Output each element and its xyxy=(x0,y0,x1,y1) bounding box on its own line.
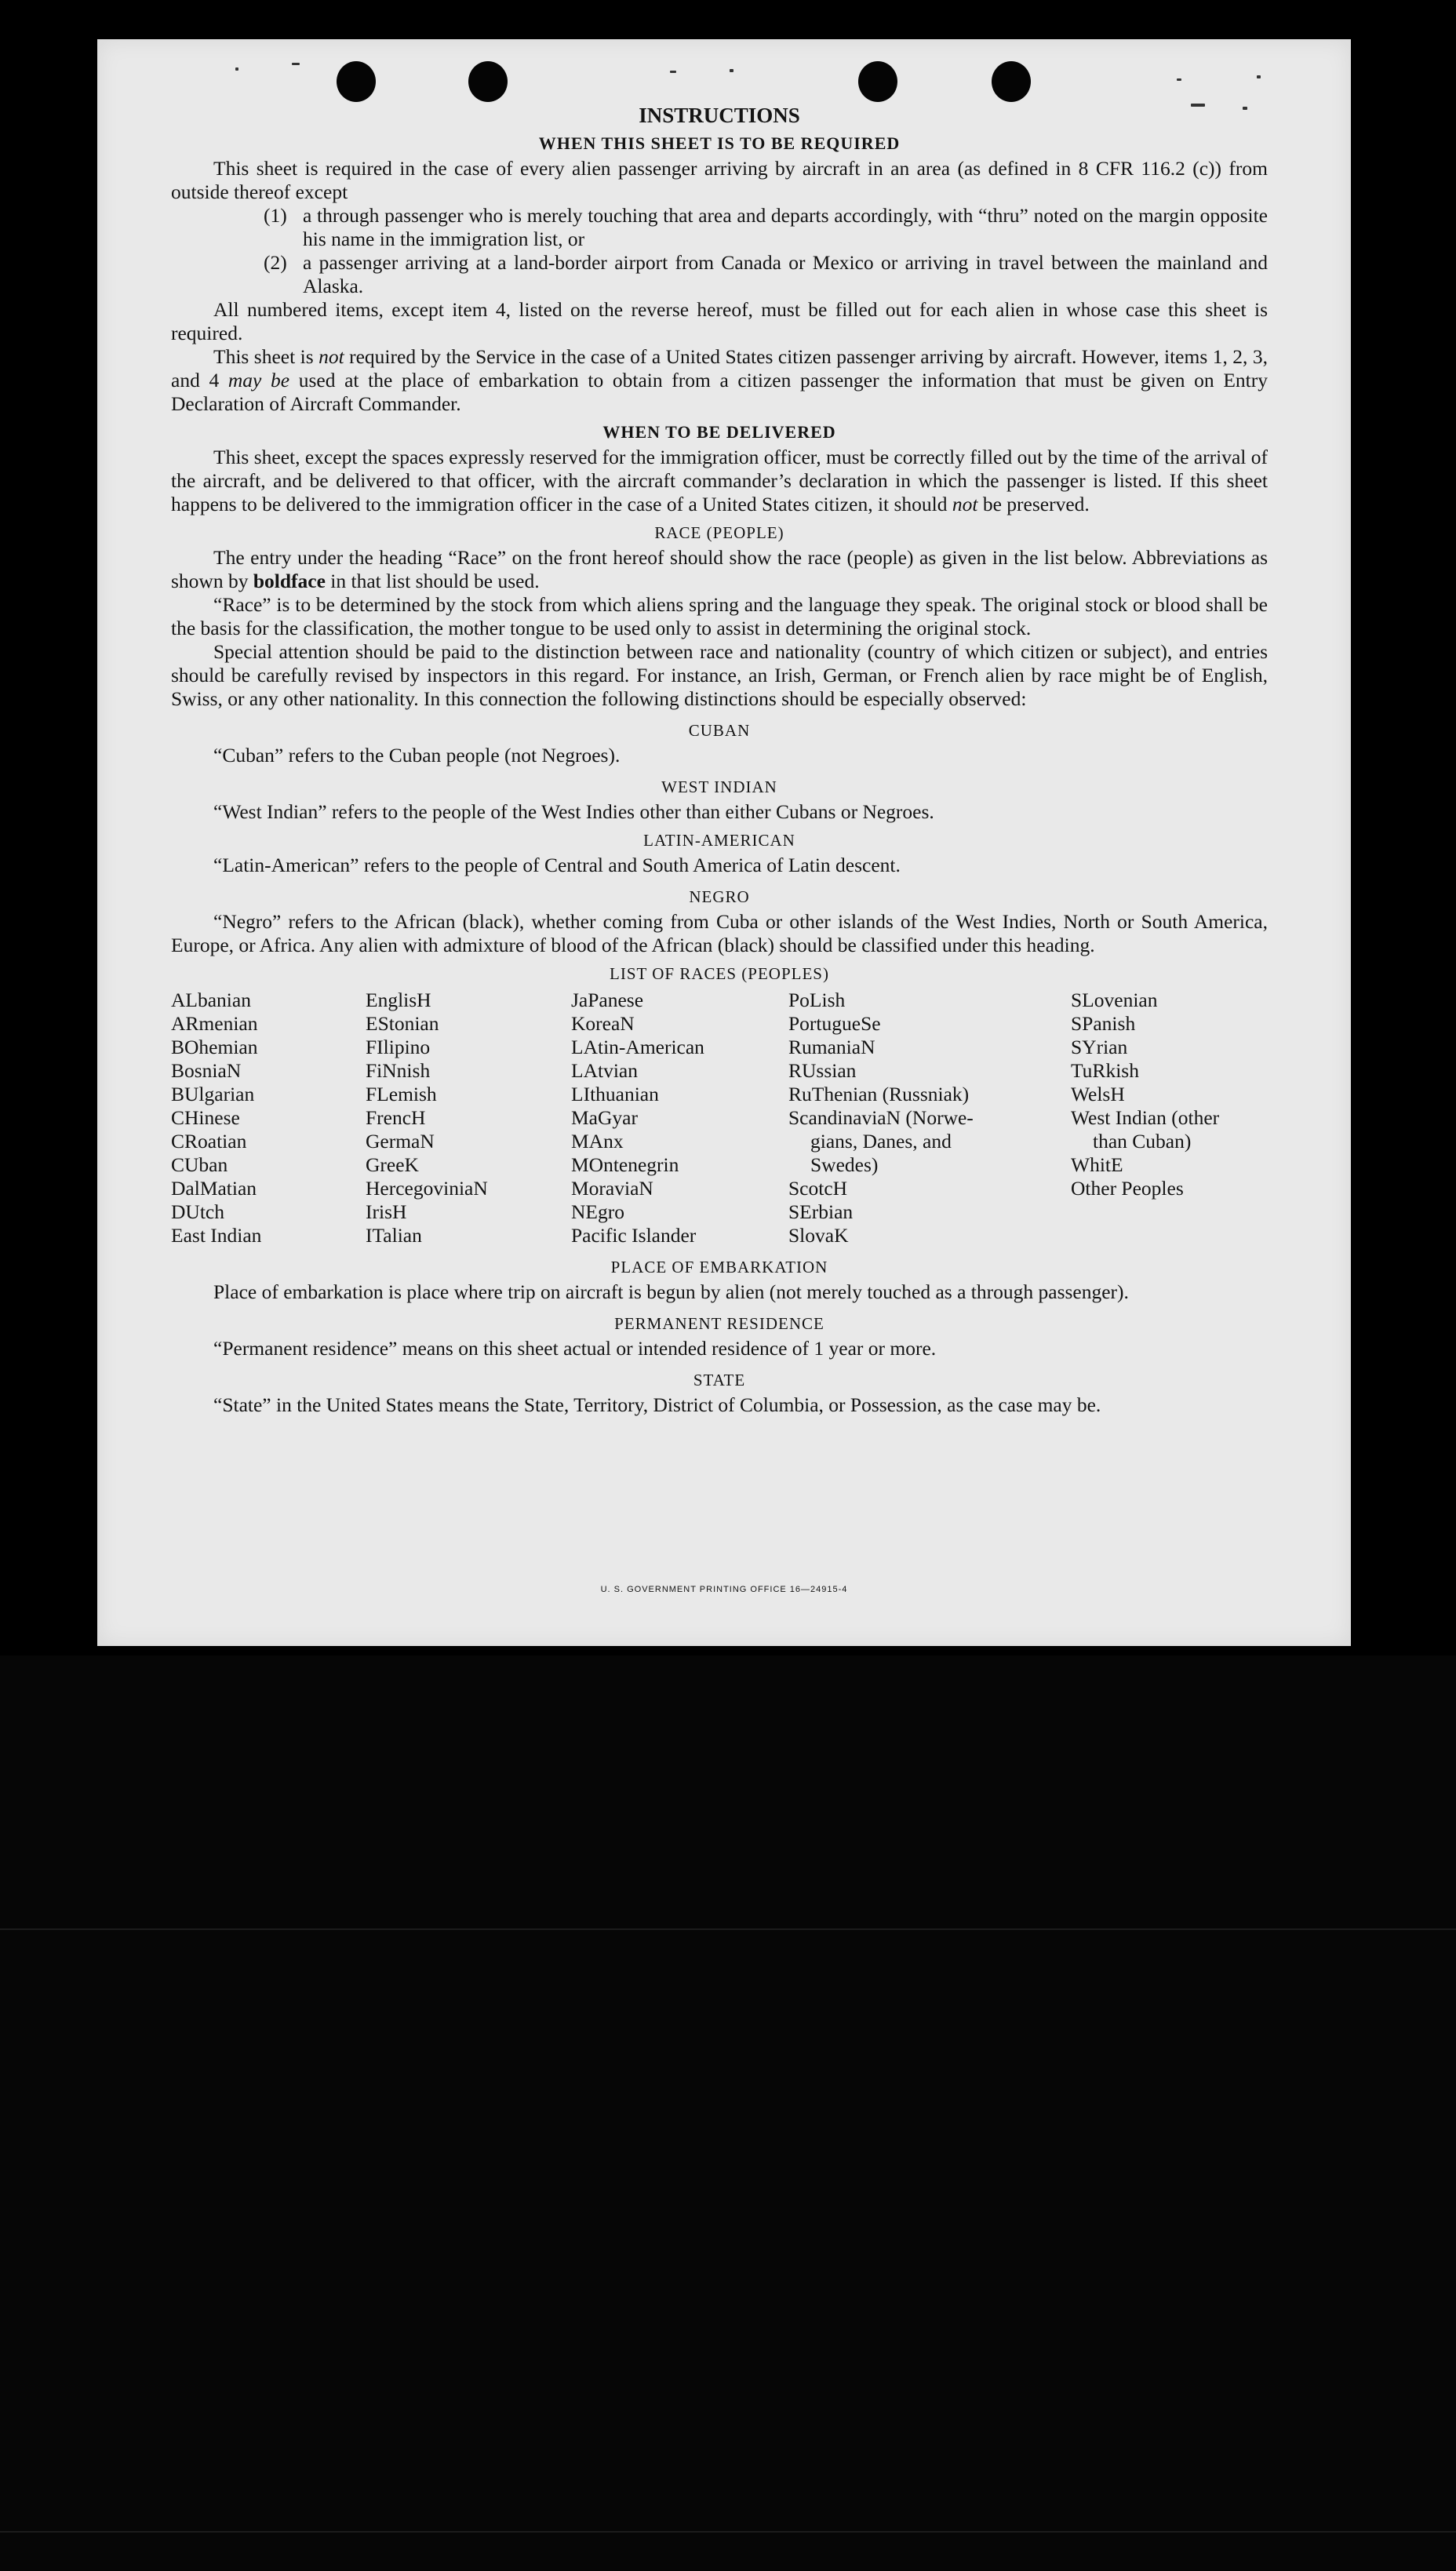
embarkation-text: Place of embarkation is place where trip on aircraft is begun by alien (not merely touched as a through passenger). xyxy=(213,1280,1129,1303)
race-entry: MaGyar xyxy=(571,1106,638,1129)
race-entry: CHinese xyxy=(171,1106,240,1129)
race-entry: SYrian xyxy=(1071,1036,1128,1058)
section-heading-cuban: CUBAN xyxy=(688,721,751,740)
race-entry: MOntenegrin xyxy=(571,1153,679,1176)
race-entry: DUtch xyxy=(171,1200,224,1223)
item-number: (2) xyxy=(264,251,287,274)
race-entry: SErbian xyxy=(788,1200,854,1223)
race-paragraph-3: Special attention should be paid to the distinction between race and nationality (country of which citizen or subject), and entries should be carefully revised by inspectors in this regard. For instance, an Irish, German, or French alien by race might be of English, Swiss, or any other nationality. In this connection the following distinctions should be especially observed: xyxy=(171,640,1268,710)
residence-text: “Permanent residence” means on this sheet actual or intended residence of 1 year or more. xyxy=(213,1337,937,1360)
section-heading-latin-american: LATIN-AMERICAN xyxy=(643,831,795,850)
page-title: INSTRUCTIONS xyxy=(639,104,800,127)
section-heading-race: RACE (PEOPLE) xyxy=(654,523,784,542)
race-entry: RuThenian (Russniak) xyxy=(788,1083,970,1105)
race-column-1 xyxy=(171,989,366,1247)
instructions-content xyxy=(171,104,1268,1417)
item-text: a through passenger who is merely touching that area and departs accordingly, with “thru” noted on the margin opposite his name in the immigration list, or xyxy=(303,204,1268,250)
required-intro: This sheet is required in the case of every alien passenger arriving by aircraft in an area (as defined in 8 CFR 116.2 (c)) from outside thereof except xyxy=(171,157,1268,203)
race-entry: MoraviaN xyxy=(571,1177,653,1200)
scan-speck xyxy=(1257,75,1261,78)
scan-background xyxy=(0,1655,1456,2571)
race-entry: BosniaN xyxy=(171,1059,242,1082)
race-entry: HercegoviniaN xyxy=(366,1177,488,1200)
race-paragraph-1: The entry under the heading “Race” on the front hereof should show the race (people) as given in the list below. Abbreviations as shown by boldface in that list should be used. xyxy=(171,546,1268,592)
race-entry: West Indian (other xyxy=(1071,1106,1220,1129)
item-number: (1) xyxy=(264,204,287,227)
west-indian-text: “West Indian” refers to the people of the West Indies other than either Cubans or Negroes. xyxy=(213,800,934,823)
scan-speck xyxy=(670,71,676,73)
race-entry: LAtvian xyxy=(571,1059,638,1082)
race-entry: FiNnish xyxy=(366,1059,431,1082)
race-paragraph-2: “Race” is to be determined by the stock from which aliens spring and the language they speak. The original stock or blood shall be the basis for the classification, the mother tongue to be used only to assist in determining the original stock. xyxy=(171,593,1268,639)
item-text: a passenger arriving at a land-border airport from Canada or Mexico or arriving in travel between the mainland and Alaska. xyxy=(303,251,1268,297)
race-entry: RumaniaN xyxy=(788,1036,875,1058)
scan-speck xyxy=(730,69,733,72)
race-entry: PoLish xyxy=(788,989,846,1011)
race-entry: SlovaK xyxy=(788,1224,849,1247)
scan-artifact-line xyxy=(0,2531,1456,2533)
section-heading-race-list: LIST OF RACES (PEOPLES) xyxy=(610,964,829,983)
scan-speck xyxy=(292,63,300,65)
citizen-note: This sheet is not required by the Service in the case of a United States citizen passenger arriving by aircraft. However, items 1, 2, 3, and 4 may be used at the place of embarkation to obtain from a citizen passenger the information that must be given on Entry Declaration of Aircraft Commander. xyxy=(171,345,1268,415)
section-heading-west-indian: WEST INDIAN xyxy=(661,777,777,796)
race-entry-continued: gians, Danes, and xyxy=(810,1130,952,1153)
scan-speck xyxy=(1177,78,1181,81)
race-entry: Other Peoples xyxy=(1071,1177,1184,1200)
race-entry: LAtin-American xyxy=(571,1036,704,1058)
race-entry-continued: Swedes) xyxy=(810,1153,879,1176)
race-entry: KoreaN xyxy=(571,1012,635,1035)
race-entry: PortugueSe xyxy=(788,1012,881,1035)
race-entry: MAnx xyxy=(571,1130,624,1153)
punch-hole xyxy=(337,61,376,102)
race-entry: JaPanese xyxy=(571,989,644,1011)
race-column-4 xyxy=(788,989,1071,1247)
race-list xyxy=(171,989,1268,1247)
race-column-5 xyxy=(1071,989,1268,1247)
printing-office-footer: U. S. GOVERNMENT PRINTING OFFICE 16—24915-4 xyxy=(600,1585,848,1594)
punch-hole xyxy=(468,61,508,102)
race-entry-continued: than Cuban) xyxy=(1093,1130,1192,1153)
latin-american-text: “Latin-American” refers to the people of Central and South America of Latin descent. xyxy=(213,854,901,876)
race-column-2 xyxy=(366,989,571,1247)
race-entry: ALbanian xyxy=(171,989,251,1011)
section-heading-required: WHEN THIS SHEET IS TO BE REQUIRED xyxy=(538,133,901,153)
numbered-items-note: All numbered items, except item 4, listed on the reverse hereof, must be filled out for each alien in whose case this sheet is required. xyxy=(171,298,1268,344)
race-entry: FIlipino xyxy=(366,1036,431,1058)
cuban-text: “Cuban” refers to the Cuban people (not Negroes). xyxy=(213,744,621,767)
race-entry: DalMatian xyxy=(171,1177,257,1200)
race-entry: ScotcH xyxy=(788,1177,848,1200)
race-entry: East Indian xyxy=(171,1224,262,1247)
race-entry: IrisH xyxy=(366,1200,407,1223)
race-entry: EnglisH xyxy=(366,989,431,1011)
punch-hole xyxy=(992,61,1031,102)
race-entry: GreeK xyxy=(366,1153,419,1176)
negro-text: “Negro” refers to the African (black), whether coming from Cuba or other islands of the West Indies, North or South America, Europe, or Africa. Any alien with admixture of blood of the African (black) should be classified under this heading. xyxy=(171,910,1268,956)
race-entry: WelsH xyxy=(1071,1083,1125,1105)
section-heading-negro: NEGRO xyxy=(689,887,750,906)
race-entry: NEgro xyxy=(571,1200,624,1223)
race-entry: FrencH xyxy=(366,1106,426,1129)
race-column-3 xyxy=(571,989,788,1247)
state-text: “State” in the United States means the State, Territory, District of Columbia, or Possession, as the case may be. xyxy=(213,1393,1101,1416)
punch-hole xyxy=(858,61,897,102)
exception-item-2 xyxy=(171,251,1268,298)
section-heading-delivered: WHEN TO BE DELIVERED xyxy=(602,422,836,442)
race-entry: Pacific Islander xyxy=(571,1224,697,1247)
scan-artifact-line xyxy=(0,1928,1456,1930)
race-entry: BUlgarian xyxy=(171,1083,255,1105)
race-entry: FLemish xyxy=(366,1083,437,1105)
race-entry: ScandinaviaN (Norwe- xyxy=(788,1106,974,1129)
scan-speck xyxy=(235,67,238,71)
section-heading-residence: PERMANENT RESIDENCE xyxy=(614,1314,824,1333)
race-entry: LIthuanian xyxy=(571,1083,659,1105)
document-page xyxy=(97,39,1351,1646)
race-entry: GermaN xyxy=(366,1130,435,1153)
race-entry: BOhemian xyxy=(171,1036,258,1058)
exception-item-1 xyxy=(171,204,1268,251)
race-entry: CUban xyxy=(171,1153,228,1176)
delivered-text: This sheet, except the spaces expressly reserved for the immigration officer, must be correctly filled out by the time of the arrival of the aircraft, and be delivered to that officer, with the aircraft commander’s declaration in which the passenger is listed. If this sheet happens to be delivered to the immigration officer in the case of a United States citizen, it should not be preserved. xyxy=(171,446,1268,515)
race-entry: SLovenian xyxy=(1071,989,1158,1011)
section-heading-embarkation: PLACE OF EMBARKATION xyxy=(610,1258,828,1276)
race-entry: WhitE xyxy=(1071,1153,1123,1176)
race-entry: CRoatian xyxy=(171,1130,247,1153)
section-heading-state: STATE xyxy=(693,1371,746,1389)
race-entry: EStonian xyxy=(366,1012,439,1035)
race-entry: SPanish xyxy=(1071,1012,1136,1035)
race-entry: ITalian xyxy=(366,1224,422,1247)
race-entry: RUssian xyxy=(788,1059,857,1082)
race-entry: ARmenian xyxy=(171,1012,258,1035)
race-entry: TuRkish xyxy=(1071,1059,1139,1082)
